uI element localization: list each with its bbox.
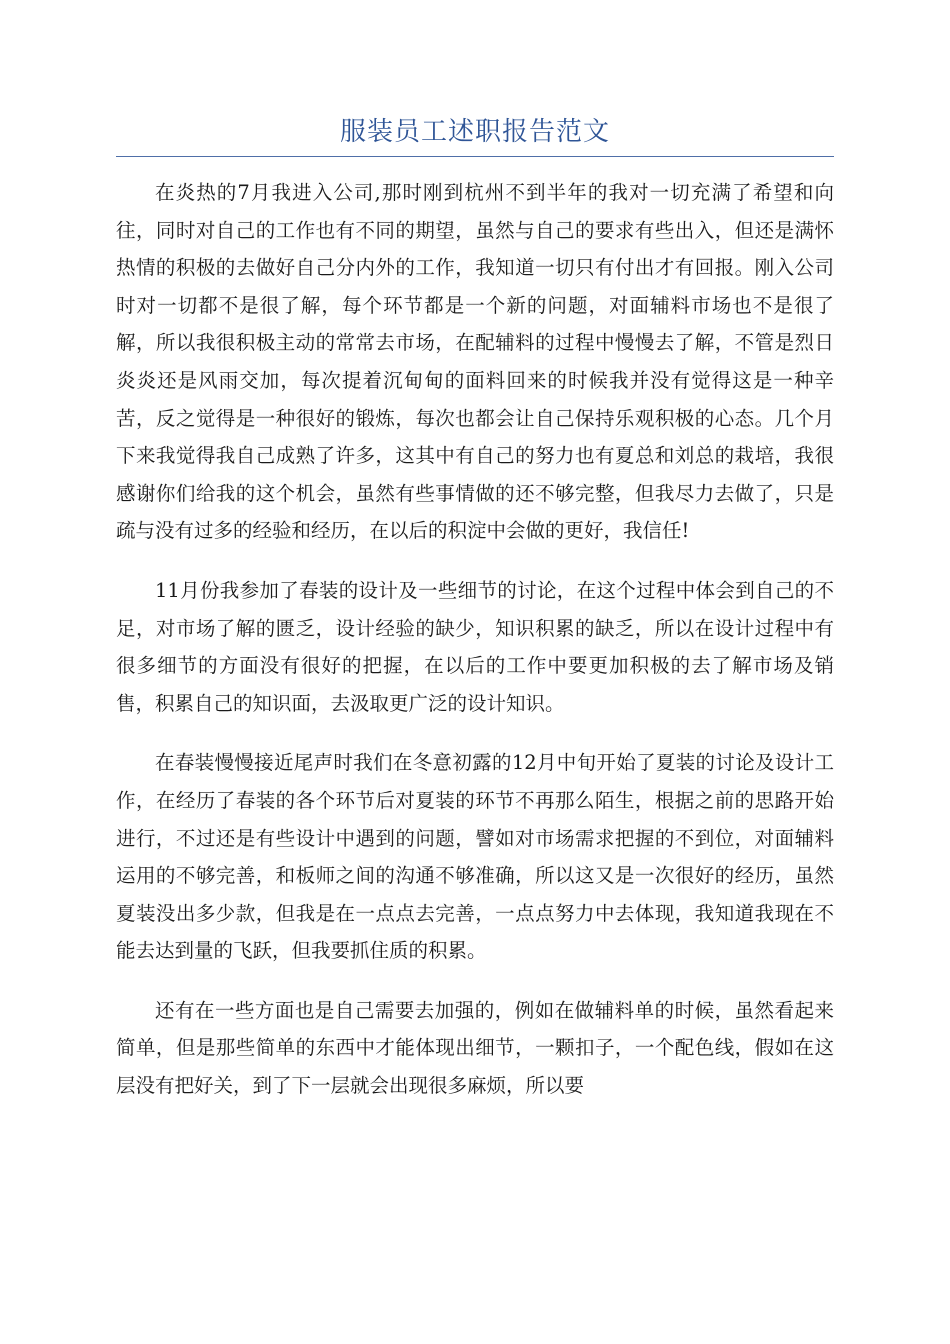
document-title: 服装员工述职报告范文 [339, 117, 610, 147]
paragraph-4: 还有在一些方面也是自己需要去加强的，例如在做辅料单的时候，虽然看起来简单，但是那些简单的东西中才能体现出细节，一颗扣子，一个配色线，假如在这层没有把好关，到了下一层就会出现很多麻烦，所以要 [116, 998, 834, 1098]
title-block [116, 112, 834, 157]
paragraph-2: 11月份我参加了春装的设计及一些细节的讨论，在这个过程中体会到自己的不足，对市场了解的匮乏，设计经验的缺少，知识积累的缺乏，所以在设计过程中有很多细节的方面没有很好的把握，在以后的工作中要更加积极的去了解市场及销售，积累自己的知识面，去汲取更广泛的设计知识。 [116, 578, 834, 715]
paragraph-1: 在炎热的7月我进入公司,那时刚到杭州不到半年的我对一切充满了希望和向往，同时对自己的工作也有不同的期望，虽然与自己的要求有些出入，但还是满怀热情的积极的去做好自己分内外的工作，我知道一切只有付出才有回报。刚入公司时对一切都不是很了解，每个环节都是一个新的问题，对面辅料市场也不是很了解，所以我很积极主动的常常去市场，在配辅料的过程中慢慢去了解，不管是烈日炎炎还是风雨交加，每次提着沉甸甸的面料回来的时候我并没有觉得这是一种辛苦，反之觉得是一种很好的锻炼，每次也都会让自己保持乐观积极的心态。几个月下来我觉得我自己成熟了许多，这其中有自己的努力也有夏总和刘总的栽培，我很感谢你们给我的这个机会，虽然有些事情做的还不够完整，但我尽力去做了，只是疏与没有过多的经验和经历，在以后的积淀中会做的更好，我信任! [116, 181, 834, 543]
paragraph-3: 在春装慢慢接近尾声时我们在冬意初露的12月中旬开始了夏装的讨论及设计工作，在经历了春装的各个环节后对夏装的环节不再那么陌生，根据之前的思路开始进行，不过还是有些设计中遇到的问题，譬如对市场需求把握的不到位，对面辅料运用的不够完善，和板师之间的沟通不够准确，所以这又是一次很好的经历，虽然夏装没出多少款，但我是在一点点去完善，一点点努力中去体现，我知道我现在不能去达到量的飞跃，但我要抓住质的积累。 [116, 751, 834, 963]
document-body [116, 174, 834, 1127]
